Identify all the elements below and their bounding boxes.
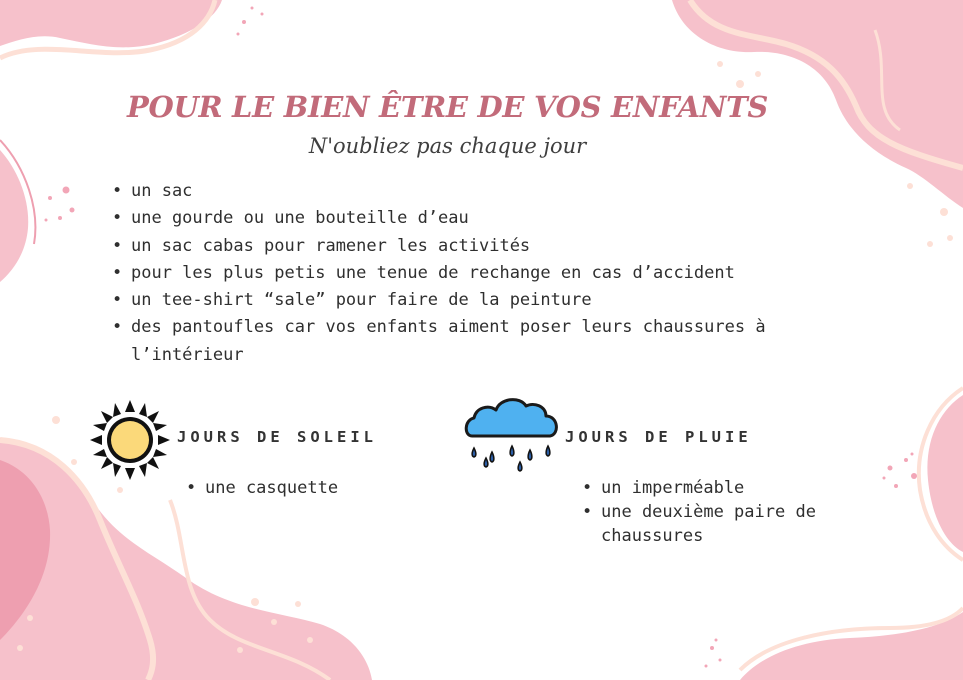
rainy-days-heading: JOURS DE PLUIE [565, 428, 752, 446]
list-item: • une gourde ou une bouteille d’eau [112, 205, 842, 232]
page-subtitle: N'oubliez pas chaque jour [308, 134, 587, 158]
sunny-days-list [186, 476, 416, 500]
list-item: • des pantoufles car vos enfants aiment poser leurs chaussures à l’intérieur [112, 314, 842, 369]
sunny-days-heading: JOURS DE SOLEIL [177, 428, 377, 446]
list-item: • un sac [112, 178, 842, 205]
list-item: • une deuxième paire de chaussures [582, 500, 852, 548]
list-item: • pour les plus petis une tenue de rechange en cas d’accident [112, 260, 842, 287]
daily-items-list [112, 178, 842, 369]
rain-cloud-icon [462, 396, 562, 474]
list-item: • un tee-shirt “sale” pour faire de la peinture [112, 287, 842, 314]
sun-icon [88, 398, 172, 482]
list-item: • un sac cabas pour ramener les activités [112, 233, 842, 260]
list-item: • une casquette [186, 476, 416, 500]
rainy-days-list [582, 476, 852, 548]
list-item: • un imperméable [582, 476, 852, 500]
page-title: POUR LE BIEN ÊTRE DE VOS ENFANTS [127, 90, 768, 124]
